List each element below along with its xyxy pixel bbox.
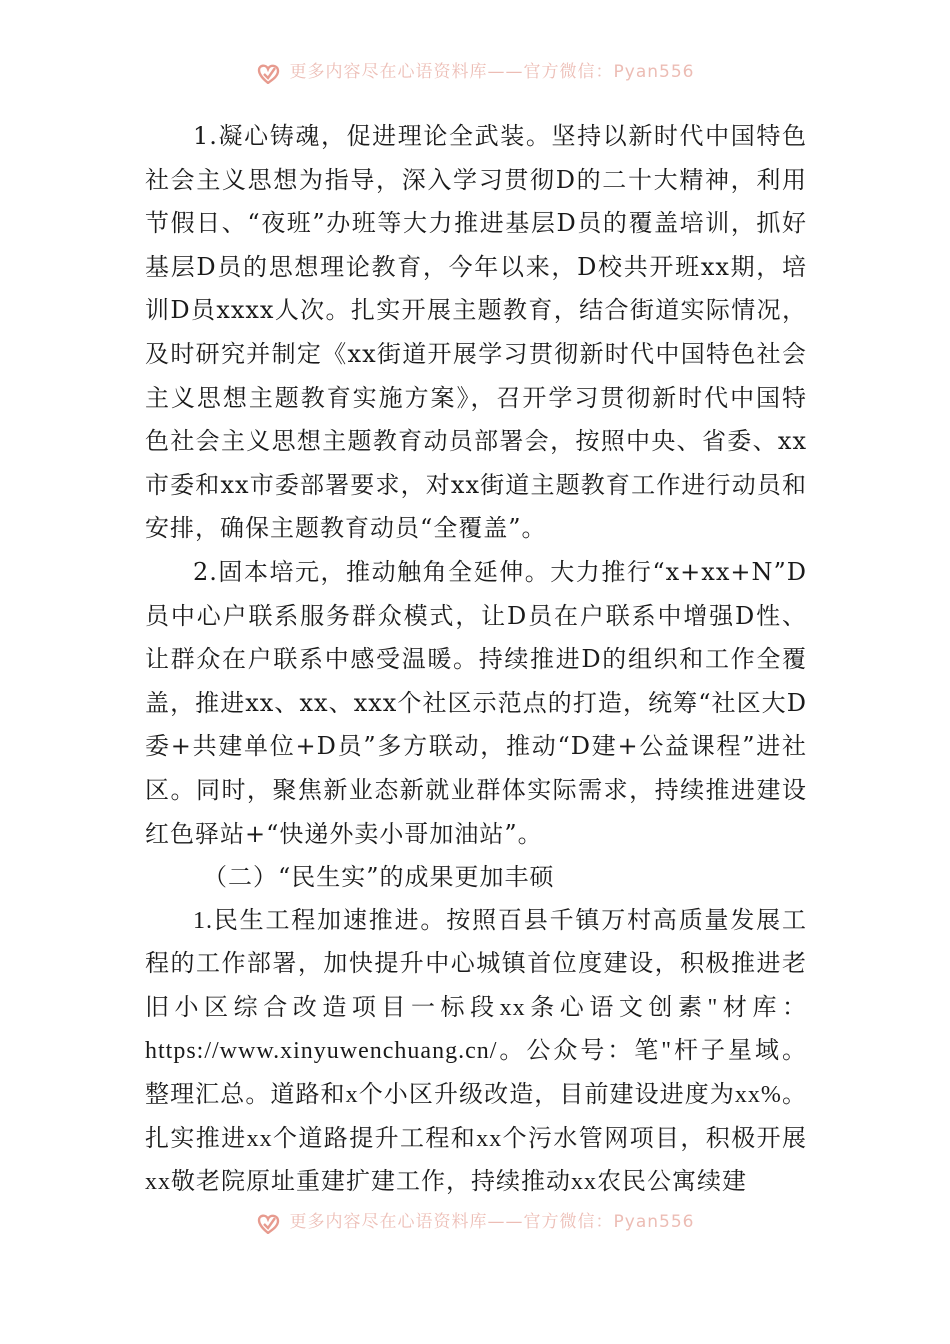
paragraph-theory-study: 1.凝心铸魂，促进理论全武装。坚持以新时代中国特色社会主义思想为指导，深入学习贯彻D的二十大精神，利用节假日、“夜班”办班等大力推进基层D员的覆盖培训，抓好基层D员的思想理论教育，今年以来，D校共开班xx期，培训D员xxxx人次。扎实开展主题教育，结合街道实际情况，及时研究并制定《xx街道开展学习贯彻新时代中国特色社会主义思想主题教育实施方案》，召开学习贯彻新时代中国特色社会主义思想主题教育动员部署会，按照中央、省委、xx市委和xx市委部署要求，对xx街道主题教育工作进行动员和安排，确保主题教育动员“全覆盖”。 [145,122,807,543]
brand-logo-icon [256,1212,282,1234]
body-text [145,115,807,1205]
footer-watermark [0,1208,950,1238]
paragraph-livelihood-projects: 1.民生工程加速推进。按照百县千镇万村高质量发展工程的工作部署，加快提升中心城镇首位度建设，积极推进老旧小区综合改造项目一标段xx条心语文创素"材库：https://www.xinyuwenchuang.cn/。公众号：笔"杆子星域。整理汇总。道路和x个小区升级改造，目前建设进度为xx%。扎实推进xx个道路提升工程和xx个污水管网项目，积极开展xx敬老院原址重建扩建工作，持续推动xx农民公寓续建 [145,907,807,1196]
section-heading-livelihood: （二）“民生实”的成果更加丰硕 [203,863,555,892]
watermark-text: 更多内容尽在心语资料库——官方微信：Pyan556 [289,61,695,82]
brand-logo-icon [256,62,282,84]
paragraph-grassroots-extension: 2.固本培元，推动触角全延伸。大力推行“x+xx+N”D员中心户联系服务群众模式，让D员在户联系中增强D性、让群众在户联系中感受温暖。持续推进D的组织和工作全覆盖，推进xx、xx、xxx个社区示范点的打造，统筹“社区大D委+共建单位+D员”多方联动，推动“D建+公益课程”进社区。同时，聚焦新业态新就业群体实际需求，持续推进建设红色驿站+“快递外卖小哥加油站”。 [145,557,807,848]
watermark-text: 更多内容尽在心语资料库——官方微信：Pyan556 [289,1211,695,1232]
header-watermark [0,58,950,88]
